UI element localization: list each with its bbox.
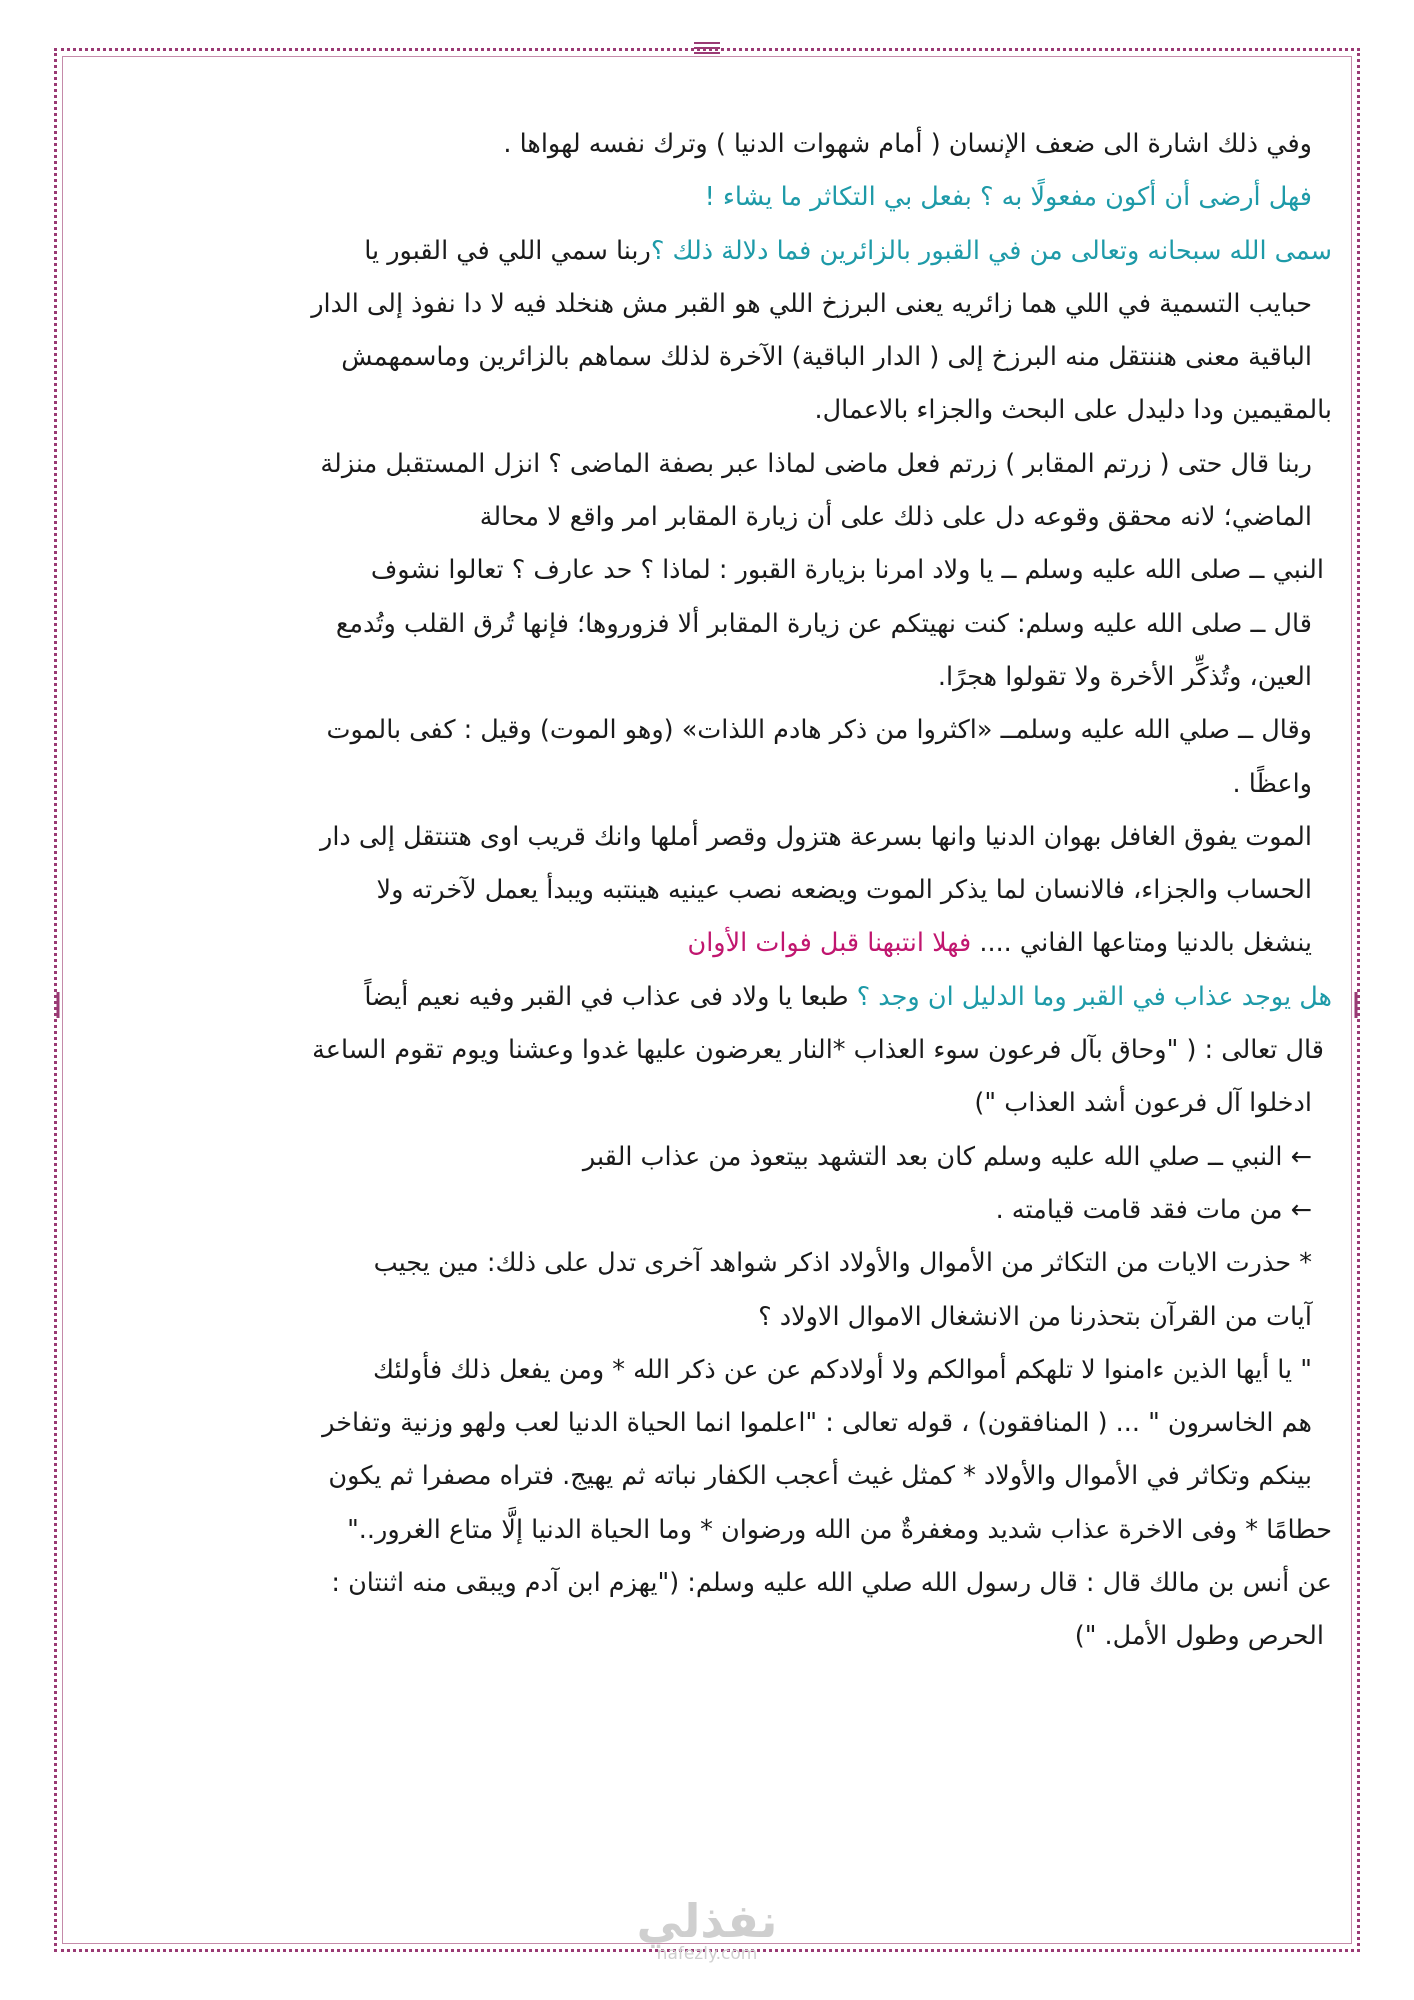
- text-line: بالمقيمين ودا دليدل على البحث والجزاء بالاعمال.: [814, 395, 1332, 426]
- text-line: [100, 225, 1332, 278]
- border-ornament-top: [690, 38, 724, 56]
- hadith-line: عن أنس بن مالك قال : قال رسول الله صلي الله عليه وسلم: ("يهزم ابن آدم ويبقى منه اثنتان :: [331, 1568, 1332, 1599]
- hadith-line: وقال ــ صلي الله عليه وسلمــ «اكثروا من ذكر هادم اللذات» (وهو الموت) وقيل : كفى بالموت: [326, 715, 1312, 746]
- body-text: ينشغل بالدنيا ومتاعها الفاني ....: [979, 928, 1312, 959]
- highlight-text: فهلا انتبهنا قبل فوات الأوان: [687, 928, 972, 959]
- border-ornament-left: [54, 990, 62, 1020]
- border-ornament-right: [1352, 990, 1360, 1020]
- verse-line: " يا أيها الذين ءامنوا لا تلهكم أموالكم ولا أولادكم عن عن ذكر الله * ومن يفعل ذلك فأولئك: [373, 1354, 1312, 1385]
- text-line: ربنا قال حتى ( زرتم المقابر ) زرتم فعل ماضى لماذا عبر بصفة الماضى ؟ انزل المستقبل منزلة: [320, 448, 1312, 479]
- document-body: [100, 118, 1332, 1664]
- watermark-url: nafezly.com: [656, 1944, 758, 1964]
- answer-text: طبعا يا ولاد فى عذاب في القبر وفيه نعيم أيضاً: [364, 981, 849, 1012]
- text-line: آيات من القرآن بتحذرنا من الانشغال الاموال الاولاد ؟: [758, 1301, 1312, 1332]
- text-line: وفي ذلك اشارة الى ضعف الإنسان ( أمام شهوات الدنيا ) وترك نفسه لهواها .: [503, 129, 1312, 159]
- text-line: الباقية معنى هننتقل منه البرزخ إلى ( الدار الباقية) الآخرة لذلك سماهم بالزائرين وماسمهمش: [341, 342, 1312, 373]
- hadith-line: الحرص وطول الأمل. "): [1074, 1621, 1324, 1652]
- bullet-line: ← من مات فقد قامت قيامته .: [995, 1194, 1312, 1225]
- hadith-line: العين، وتُذكِّر الأخرة ولا تقولوا هجرًا.: [937, 661, 1312, 692]
- text-line: الحساب والجزاء، فالانسان لما يذكر الموت ويضعه نصب عينيه هينتبه ويبدأ يعمل لآخرته ولا: [376, 875, 1312, 906]
- verse-line: هم الخاسرون " ... ( المنافقون) ، قوله تعالى : "اعلموا انما الحياة الدنيا لعب ولهو وزنية وتفاخر: [322, 1408, 1312, 1439]
- answer-text: ربنا سمي اللي في القبور يا: [364, 235, 651, 266]
- text-line: * حذرت الايات من التكاثر من الأموال والأولاد اذكر شواهد آخرى تدل على ذلك: مين يجيب: [373, 1248, 1312, 1279]
- hadith-line: قال ــ صلى الله عليه وسلم: كنت نهيتكم عن زيارة المقابر ألا فزوروها؛ فإنها تُرق القلب وتُدمع: [335, 608, 1312, 639]
- question-text: هل يوجد عذاب في القبر وما الدليل ان وجد ؟: [856, 981, 1332, 1012]
- question-line: فهل أرضى أن أكون مفعولًا به ؟ بفعل بي التكاثر ما يشاء !: [704, 182, 1312, 213]
- question-text: سمى الله سبحانه وتعالى من في القبور بالزائرين فما دلالة ذلك ؟: [650, 235, 1332, 266]
- verse-line: ادخلوا آل فرعون أشد العذاب "): [974, 1088, 1312, 1119]
- watermark: [607, 1894, 807, 1964]
- text-line: النبي ــ صلى الله عليه وسلم ــ يا ولاد امرنا بزيارة القبور : لماذا ؟ حد عارف ؟ تعالوا نشوف: [370, 555, 1324, 586]
- text-line: الموت يفوق الغافل بهوان الدنيا وانها بسرعة هتزول وقصر أملها وانك قريب اوى هتنتقل إلى دار: [320, 821, 1312, 852]
- verse-line: قال تعالى : ( "وحاق بآل فرعون سوء العذاب *النار يعرضون عليها غدوا وعشنا ويوم تقوم الساعة: [312, 1035, 1324, 1066]
- watermark-logo: نفذلي: [636, 1894, 778, 1948]
- bullet-line: ← النبي ــ صلي الله عليه وسلم كان بعد التشهد بيتعوذ من عذاب القبر: [582, 1141, 1312, 1172]
- verse-line: بينكم وتكاثر في الأموال والأولاد * كمثل غيث أعجب الكفار نباته ثم يهيج. فتراه مصفرا ثم يكون: [328, 1461, 1312, 1492]
- text-line: حبايب التسمية في اللي هما زائريه يعنى البرزخ اللي هو القبر مش هنخلد فيه لا دا نفوذ إلى الدار: [311, 288, 1312, 319]
- text-line: الماضي؛ لانه محقق وقوعه دل على ذلك على أن زيارة المقابر امر واقع لا محالة: [479, 502, 1312, 533]
- text-line: واعظًا .: [1232, 768, 1312, 799]
- verse-line: حطامًا * وفى الاخرة عذاب شديد ومغفرةٌ من الله ورضوان * وما الحياة الدنيا إلَّا متاع الغرور..": [347, 1514, 1332, 1545]
- text-line: [100, 971, 1332, 1024]
- text-line: [100, 917, 1332, 970]
